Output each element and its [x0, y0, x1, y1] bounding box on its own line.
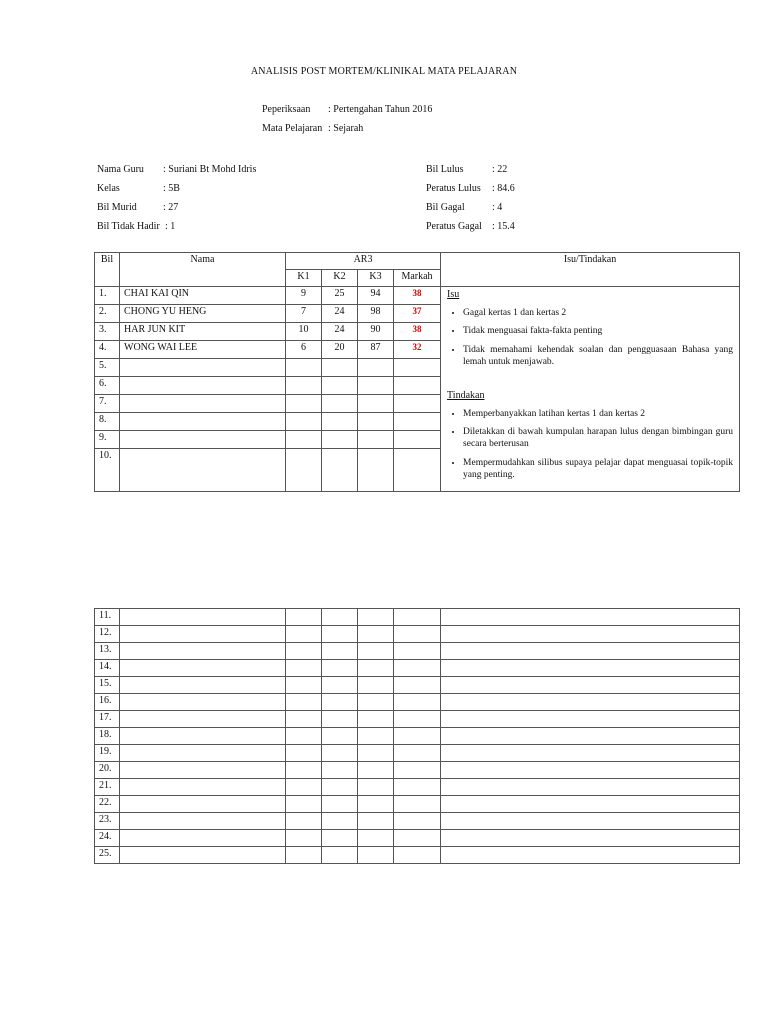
score-k2: 24 [322, 305, 358, 323]
empty-cell [394, 626, 441, 643]
empty-cell [441, 677, 740, 694]
empty-cell [120, 660, 286, 677]
tindakan-item: • Mempermudahkan silibus supaya pelajar dapat menguasai topik-topik yang penting. [463, 458, 733, 482]
score-k3 [358, 395, 394, 413]
empty-cell [120, 745, 286, 762]
markah-cell [394, 287, 441, 305]
empty-cell [286, 813, 322, 830]
row-number: 9. [95, 431, 120, 449]
empty-cell [358, 694, 394, 711]
row-number: 3. [95, 323, 120, 341]
markah-cell [394, 341, 441, 359]
row-number: 21. [95, 779, 120, 796]
empty-cell [322, 830, 358, 847]
empty-cell [394, 796, 441, 813]
empty-cell [394, 677, 441, 694]
empty-cell [322, 626, 358, 643]
score-k1 [286, 377, 322, 395]
score-k2 [322, 431, 358, 449]
empty-cell [120, 694, 286, 711]
empty-cell [394, 745, 441, 762]
empty-cell [322, 796, 358, 813]
empty-cell [120, 796, 286, 813]
empty-cell [394, 711, 441, 728]
table-row [95, 762, 740, 779]
info-label: Bil Tidak Hadir [97, 221, 160, 232]
empty-cell [358, 711, 394, 728]
empty-cell [286, 728, 322, 745]
score-k2 [322, 395, 358, 413]
row-number: 7. [95, 395, 120, 413]
isu-item: • Tidak menguasai fakta-fakta penting [463, 326, 733, 338]
score-k1 [286, 449, 322, 492]
table-row [95, 728, 740, 745]
table-row [95, 745, 740, 762]
empty-cell [394, 847, 441, 864]
row-number: 15. [95, 677, 120, 694]
empty-cell [322, 728, 358, 745]
row-number: 17. [95, 711, 120, 728]
table-row [95, 711, 740, 728]
table-row [95, 287, 740, 305]
empty-cell [441, 762, 740, 779]
table-row [95, 830, 740, 847]
empty-cell [286, 830, 322, 847]
empty-cell [394, 779, 441, 796]
empty-cell [394, 643, 441, 660]
empty-cell [286, 745, 322, 762]
score-k3: 98 [358, 305, 394, 323]
empty-cell [441, 694, 740, 711]
empty-cell [322, 711, 358, 728]
info-label: Bil Murid [97, 202, 137, 213]
student-name [120, 377, 286, 395]
header-nama: Nama [120, 253, 286, 287]
empty-cell [286, 609, 322, 626]
score-k1 [286, 359, 322, 377]
score-k3 [358, 359, 394, 377]
empty-cell [358, 626, 394, 643]
table-row [95, 813, 740, 830]
info-label: Nama Guru [97, 164, 144, 175]
empty-cell [322, 779, 358, 796]
student-name: CHONG YU HENG [120, 305, 286, 323]
markah-cell [394, 377, 441, 395]
row-number: 19. [95, 745, 120, 762]
empty-cell [120, 762, 286, 779]
table-row [95, 694, 740, 711]
header-ar3: AR3 [286, 253, 441, 270]
tindakan-item: • Diletakkan di bawah kumpulan harapan lulus dengan bimbingan guru secara berterusan [463, 427, 733, 451]
score-k3 [358, 431, 394, 449]
table-row [95, 660, 740, 677]
subject-label: Mata Pelajaran [262, 123, 323, 134]
row-number: 16. [95, 694, 120, 711]
score-k2: 20 [322, 341, 358, 359]
info-value: : 1 [165, 221, 176, 232]
markah-cell [394, 323, 441, 341]
row-number: 24. [95, 830, 120, 847]
row-number: 6. [95, 377, 120, 395]
isu-item: • Tidak memahami kehendak soalan dan pengguasaan Bahasa yang lemah untuk menjawab. [463, 345, 733, 369]
isu-heading: Isu [447, 289, 460, 300]
empty-cell [120, 830, 286, 847]
student-analysis-table [94, 252, 740, 492]
isu-list [447, 308, 733, 370]
empty-cell [441, 660, 740, 677]
tindakan-list [447, 409, 733, 482]
row-number: 12. [95, 626, 120, 643]
header-k2: K2 [322, 270, 358, 287]
row-number: 11. [95, 609, 120, 626]
empty-cell [322, 660, 358, 677]
exam-value: : Pertengahan Tahun 2016 [328, 104, 433, 115]
empty-cell [120, 643, 286, 660]
continued-table [94, 608, 740, 864]
empty-cell [286, 762, 322, 779]
row-number: 14. [95, 660, 120, 677]
empty-cell [358, 609, 394, 626]
row-number: 18. [95, 728, 120, 745]
empty-cell [394, 694, 441, 711]
tindakan-item: • Memperbanyakkan latihan kertas 1 dan kertas 2 [463, 409, 733, 421]
markah-value: 38 [412, 324, 422, 335]
table-row [95, 677, 740, 694]
empty-cell [322, 813, 358, 830]
empty-cell [286, 796, 322, 813]
empty-cell [394, 830, 441, 847]
empty-cell [394, 813, 441, 830]
table-row [95, 626, 740, 643]
empty-cell [441, 711, 740, 728]
header-k3: K3 [358, 270, 394, 287]
row-number: 22. [95, 796, 120, 813]
student-name [120, 359, 286, 377]
empty-cell [441, 813, 740, 830]
score-k3 [358, 377, 394, 395]
empty-cell [358, 728, 394, 745]
header-bil: Bil [95, 253, 120, 287]
score-k1 [286, 413, 322, 431]
student-name [120, 413, 286, 431]
header-isu-tindakan: Isu/Tindakan [441, 253, 740, 287]
empty-cell [120, 609, 286, 626]
score-k1: 9 [286, 287, 322, 305]
score-k1: 6 [286, 341, 322, 359]
score-k3 [358, 449, 394, 492]
empty-cell [358, 796, 394, 813]
row-number: 23. [95, 813, 120, 830]
row-number: 5. [95, 359, 120, 377]
student-name [120, 395, 286, 413]
score-k2: 25 [322, 287, 358, 305]
markah-value: 37 [412, 306, 422, 317]
empty-cell [322, 643, 358, 660]
empty-cell [441, 643, 740, 660]
empty-cell [286, 677, 322, 694]
empty-cell [358, 762, 394, 779]
student-name [120, 431, 286, 449]
empty-cell [120, 847, 286, 864]
empty-cell [120, 779, 286, 796]
empty-cell [358, 745, 394, 762]
empty-cell [286, 779, 322, 796]
score-k3 [358, 413, 394, 431]
empty-cell [358, 830, 394, 847]
student-name: HAR JUN KIT [120, 323, 286, 341]
empty-cell [322, 609, 358, 626]
empty-cell [394, 762, 441, 779]
table-row [95, 609, 740, 626]
header-k1: K1 [286, 270, 322, 287]
info-value: : 27 [163, 202, 179, 213]
info-value: : Suriani Bt Mohd Idris [163, 164, 257, 175]
info-label: Kelas [97, 183, 120, 194]
empty-cell [441, 847, 740, 864]
empty-cell [322, 677, 358, 694]
empty-cell [120, 677, 286, 694]
exam-label: Peperiksaan [262, 104, 311, 115]
row-number: 25. [95, 847, 120, 864]
row-number: 13. [95, 643, 120, 660]
student-name: WONG WAI LEE [120, 341, 286, 359]
empty-cell [120, 626, 286, 643]
empty-cell [394, 609, 441, 626]
empty-cell [358, 813, 394, 830]
summary-label: Bil Lulus [426, 164, 464, 175]
score-k2 [322, 413, 358, 431]
empty-cell [394, 728, 441, 745]
markah-value: 32 [412, 342, 422, 353]
summary-label: Peratus Lulus [426, 183, 481, 194]
row-number: 1. [95, 287, 120, 305]
empty-cell [358, 847, 394, 864]
empty-cell [286, 626, 322, 643]
summary-value: : 84.6 [492, 183, 515, 194]
student-name [120, 449, 286, 492]
issue-action-cell [441, 287, 740, 492]
markah-cell [394, 305, 441, 323]
row-number: 8. [95, 413, 120, 431]
row-number: 4. [95, 341, 120, 359]
empty-cell [322, 762, 358, 779]
student-name: CHAI KAI QIN [120, 287, 286, 305]
empty-cell [358, 660, 394, 677]
empty-cell [322, 745, 358, 762]
isu-item: • Gagal kertas 1 dan kertas 2 [463, 308, 733, 320]
score-k1: 10 [286, 323, 322, 341]
score-k2 [322, 359, 358, 377]
score-k1 [286, 395, 322, 413]
score-k3: 87 [358, 341, 394, 359]
empty-cell [286, 711, 322, 728]
markah-cell [394, 413, 441, 431]
markah-cell [394, 395, 441, 413]
table-row [95, 779, 740, 796]
score-k2 [322, 377, 358, 395]
summary-value: : 22 [492, 164, 508, 175]
empty-cell [286, 643, 322, 660]
document-title: ANALISIS POST MORTEM/KLINIKAL MATA PELAJARAN [250, 66, 518, 77]
header-markah: Markah [394, 270, 441, 287]
score-k2: 24 [322, 323, 358, 341]
table-row [95, 643, 740, 660]
markah-cell [394, 359, 441, 377]
empty-cell [322, 694, 358, 711]
markah-cell [394, 449, 441, 492]
markah-value: 38 [412, 288, 422, 298]
empty-cell [441, 609, 740, 626]
score-k2 [322, 449, 358, 492]
empty-cell [441, 779, 740, 796]
markah-cell [394, 431, 441, 449]
score-k1 [286, 431, 322, 449]
empty-cell [358, 643, 394, 660]
summary-label: Bil Gagal [426, 202, 465, 213]
empty-cell [120, 728, 286, 745]
summary-value: : 15.4 [492, 221, 515, 232]
empty-cell [120, 813, 286, 830]
score-k1: 7 [286, 305, 322, 323]
empty-cell [441, 626, 740, 643]
empty-cell [394, 660, 441, 677]
empty-cell [120, 711, 286, 728]
empty-cell [286, 660, 322, 677]
empty-cell [441, 728, 740, 745]
summary-label: Peratus Gagal [426, 221, 482, 232]
info-value: : 5B [163, 183, 180, 194]
empty-cell [441, 745, 740, 762]
empty-cell [441, 796, 740, 813]
tindakan-heading: Tindakan [447, 390, 485, 401]
empty-cell [322, 847, 358, 864]
row-number: 20. [95, 762, 120, 779]
summary-value: : 4 [492, 202, 503, 213]
empty-cell [358, 677, 394, 694]
row-number: 10. [95, 449, 120, 492]
row-number: 2. [95, 305, 120, 323]
empty-cell [286, 694, 322, 711]
score-k3: 94 [358, 287, 394, 305]
score-k3: 90 [358, 323, 394, 341]
empty-cell [358, 779, 394, 796]
subject-value: : Sejarah [328, 123, 364, 134]
empty-cell [286, 847, 322, 864]
table-row [95, 796, 740, 813]
table-row [95, 847, 740, 864]
empty-cell [441, 830, 740, 847]
